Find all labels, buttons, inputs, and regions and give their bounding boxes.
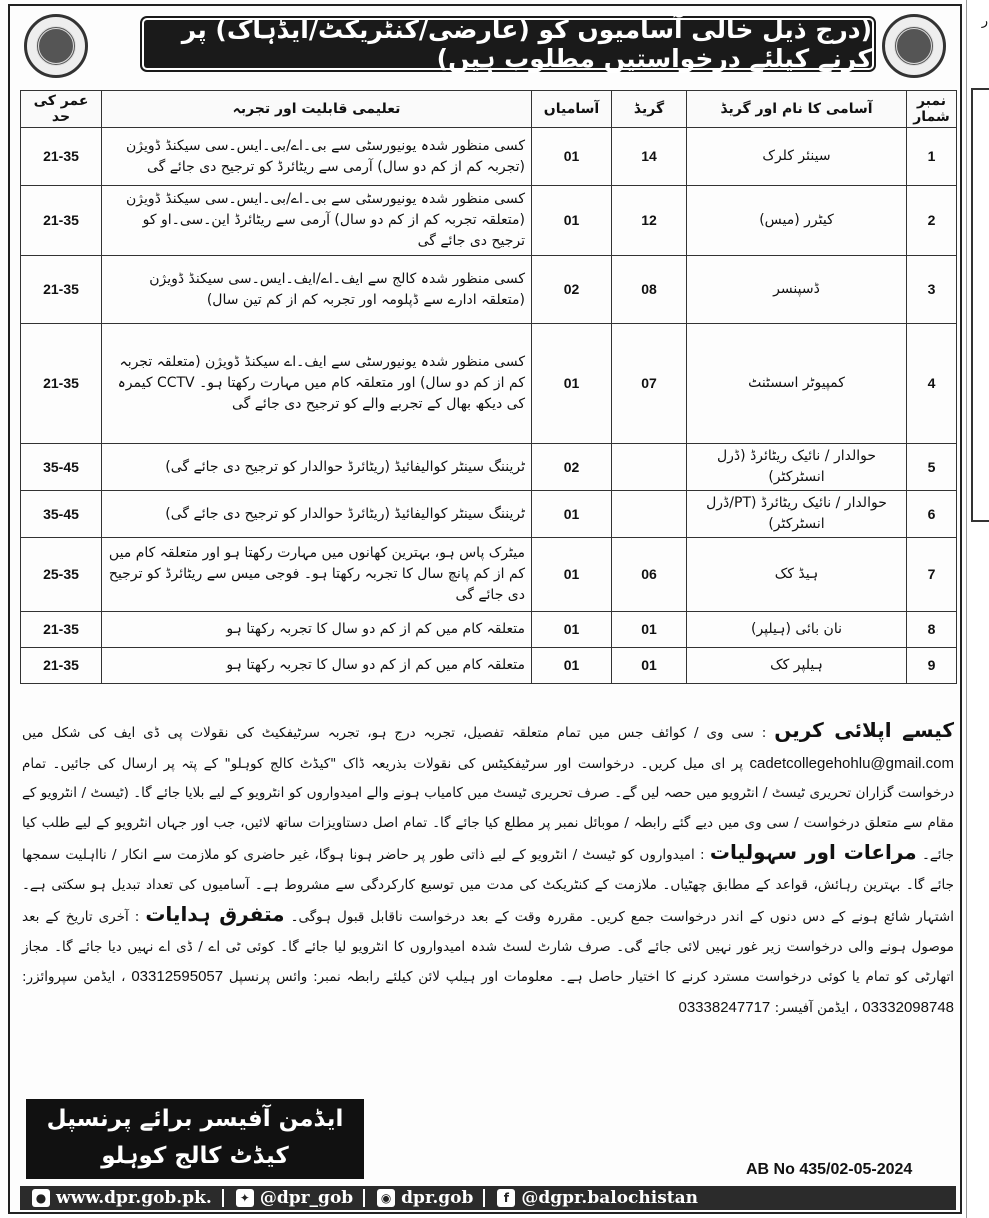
application-email: cadetcollegehohlu@gmail.com [749, 754, 954, 772]
benefits-text: : امیدواروں کو ٹیسٹ / انٹرویو کے لیے ذاتی طور پر حاضر ہونا ہوگا، غیر حاضری کو ملازمت سے انکار / نااہلیت سمجھا جائے گا۔ بہترین رہائش، قواعد کے مطابق چھٹیاں۔ ملازمت کے کنٹریکٹ کی مدت میں توسیع کارکردگی سے مشروط ہے۔ آسامیوں کی تعداد تبدیل ہو سکتی ہے۔ اشتہار شائع ہونے کے دس دنوں کے اندر درخواست جمع کریں۔ مقررہ وقت کے بعد درخواست ناقابل قبول ہوگی۔ [22, 847, 954, 925]
header-qualification: تعلیمی قابلیت اور تجربہ [102, 91, 532, 128]
cell-serial: 2 [907, 186, 957, 256]
advertisement [8, 4, 962, 1214]
misc-instructions-text: : آخری تاریخ کے بعد موصول ہونے والی درخواست زیر غور نہیں لائی جائے گی۔ صرف شارٹ لسٹ شدہ امیدواروں کا انٹرویو لیا جائے گا۔ کوئی ٹی اے / ڈی اے نہیں دیا جائے گا۔ مجاز اتھارٹی کو تمام یا کوئی درخواست مسترد کرنے کا اختیار حاصل ہے۔ معلومات اور ہیلپ لائن کیلئے رابطہ نمبر: وائس پرنسپل [22, 909, 954, 985]
cell-serial: 9 [907, 648, 957, 684]
cell-post-name: ڈسپنسر [687, 256, 907, 324]
twitter-link[interactable] [236, 1188, 353, 1208]
cell-post-name: نان بائی (ہیلپر) [687, 612, 907, 648]
facebook-text: @dgpr.balochistan [521, 1188, 699, 1208]
how-to-apply-text-2: پر ای میل کریں۔ درخواست اور سرٹیفکیٹس کی نقولات بذریعہ ڈاک "کیڈٹ کالج کوہلو" کے پتہ پر ارسال کی جائیں۔ تمام درخواست گزاران تحریری ٹیسٹ / انٹرویو میں حصہ لیں گے۔ صرف تحریری ٹیسٹ میں کامیاب ہونے والے امیدواروں کو انٹرویو کے لیے بلایا جائے گا۔ (ٹیسٹ / انٹرویو کے مقام سے متعلق درخواست / سی وی میں دیے گئے رابطہ / موبائل نمبر پر مطلع کیا جائے گا۔ تمام اصل دستاویزات ساتھ لائیں، جب اور جہاں انٹرویو کے لیے طلب کیا جائے۔ [22, 755, 954, 863]
cell-grade [612, 444, 687, 491]
benefits-heading: مراعات اور سہولیات [709, 840, 917, 864]
how-to-apply-text-1: : سی وی / کوائف جس میں تمام متعلقہ تفصیل، تجربہ درج ہو، تجربہ سرٹیفکیٹ کی نقولات پی ڈی ایف کی شکل میں [22, 725, 767, 741]
table-row [21, 612, 957, 648]
government-emblem-icon [882, 14, 946, 78]
cell-posts: 02 [532, 256, 612, 324]
admin-supervisor-label: ، ایڈمن سپروائزر: [22, 969, 126, 985]
cell-grade: 08 [612, 256, 687, 324]
cell-age-limit: 21-35 [21, 186, 102, 256]
cell-age-limit: 35-45 [21, 491, 102, 538]
twitter-text: @dpr_gob [259, 1188, 354, 1208]
instagram-text: dpr.gob [401, 1188, 474, 1208]
table-row [21, 538, 957, 612]
header-grade: گریڈ [612, 91, 687, 128]
cell-serial: 1 [907, 128, 957, 186]
cell-posts: 02 [532, 444, 612, 491]
cell-grade: 14 [612, 128, 687, 186]
divider [222, 1189, 224, 1207]
cell-posts: 01 [532, 648, 612, 684]
table-header-row [21, 91, 957, 128]
cell-serial: 7 [907, 538, 957, 612]
officer-signature-block [26, 1099, 364, 1179]
cell-grade: 01 [612, 648, 687, 684]
twitter-icon: ✦ [236, 1189, 254, 1207]
cell-age-limit: 21-35 [21, 324, 102, 444]
cell-post-name: سینئر کلرک [687, 128, 907, 186]
cell-post-name: حوالدار / نائیک ریٹائرڈ (ڈرل انسٹرکٹر) [687, 444, 907, 491]
facebook-link[interactable] [497, 1188, 698, 1208]
header-posts: آسامیاں [532, 91, 612, 128]
cell-age-limit: 21-35 [21, 612, 102, 648]
admin-officer-phone: 03338247717 [678, 998, 771, 1016]
vacancies-table [20, 90, 957, 684]
cell-post-name: ہیلپر کک [687, 648, 907, 684]
instructions-text [22, 716, 954, 1023]
cell-serial: 6 [907, 491, 957, 538]
social-footer [20, 1186, 956, 1210]
instagram-icon: ◉ [377, 1189, 395, 1207]
adjacent-page-edge [966, 0, 989, 1218]
table-row [21, 186, 957, 256]
cell-posts: 01 [532, 128, 612, 186]
cell-qualification: میٹرک پاس ہو، بہترین کھانوں میں مہارت رکھتا ہو اور متعلقہ کام میں کم از کم پانچ سال کا تجربہ رکھتا ہو۔ فوجی میس سے ریٹائرڈ کو ترجیح دی جائے گی [102, 538, 532, 612]
cell-post-name: ہیڈ کک [687, 538, 907, 612]
vice-principal-phone: 03312595057 [131, 968, 224, 985]
how-to-apply-heading: کیسے اپلائی کریں [774, 718, 954, 742]
cell-serial: 3 [907, 256, 957, 324]
table-row [21, 128, 957, 186]
misc-instructions-heading: متفرق ہدایات [145, 902, 285, 926]
college-name: کیڈٹ کالج کوہلو [101, 1143, 289, 1169]
globe-icon: ● [32, 1189, 50, 1207]
table-row [21, 444, 957, 491]
divider [363, 1189, 365, 1207]
cell-qualification: کسی منظور شدہ یونیورسٹی سے بی۔اے/بی۔ایس۔سی سیکنڈ ڈویژن (متعلقہ تجربہ کم از کم دو سال) آرمی سے ریٹائرڈ این۔سی۔او کو ترجیح دی جائے گی [102, 186, 532, 256]
table-row [21, 256, 957, 324]
cell-grade: 01 [612, 612, 687, 648]
instagram-link[interactable] [377, 1188, 473, 1208]
cell-qualification: ٹریننگ سینٹر کوالیفائیڈ (ریٹائرڈ حوالدار کو ترجیح دی جائے گی) [102, 491, 532, 538]
cell-qualification: کسی منظور شدہ یونیورسٹی سے بی۔اے/بی۔ایس۔سی سیکنڈ ڈویژن (تجربہ کم از کم دو سال) آرمی سے ریٹائرڈ کو ترجیح دی جائے گی [102, 128, 532, 186]
banner-title: (درج ذیل خالی آسامیوں کو (عارضی/کنٹریکٹ/ایڈہاک) پر کرنے کیلئے درخواستیں مطلوب ہیں) [144, 20, 872, 68]
cell-qualification: کسی منظور شدہ کالج سے ایف۔اے/ایف۔ایس۔سی سیکنڈ ڈویژن (متعلقہ ادارے سے ڈپلومہ اور تجربہ کم از کم تین سال) [102, 256, 532, 324]
header-serial: نمبر شمار [907, 91, 957, 128]
cell-age-limit: 35-45 [21, 444, 102, 491]
cell-posts: 01 [532, 324, 612, 444]
cell-posts: 01 [532, 491, 612, 538]
cell-posts: 01 [532, 186, 612, 256]
college-emblem-icon [24, 14, 88, 78]
table-row [21, 324, 957, 444]
header-age-limit: عمر کی حد [21, 91, 102, 128]
cell-post-name: حوالدار / نائیک ریٹائرڈ (PT/ڈرل انسٹرکٹر) [687, 491, 907, 538]
ad-header [16, 10, 956, 90]
admin-supervisor-phone: 03332098748 [862, 998, 954, 1016]
cell-post-name: کمپیوٹر اسسٹنٹ [687, 324, 907, 444]
ab-number: AB No 435/02-05-2024 [746, 1161, 913, 1178]
cell-age-limit: 21-35 [21, 648, 102, 684]
cell-qualification: ٹریننگ سینٹر کوالیفائیڈ (ریٹائرڈ حوالدار کو ترجیح دی جائے گی) [102, 444, 532, 491]
facebook-icon: f [497, 1189, 515, 1207]
cell-posts: 01 [532, 538, 612, 612]
cell-grade [612, 491, 687, 538]
cell-grade: 06 [612, 538, 687, 612]
table-row [21, 491, 957, 538]
cell-serial: 5 [907, 444, 957, 491]
cell-qualification: متعلقہ کام میں کم از کم دو سال کا تجربہ رکھتا ہو [102, 612, 532, 648]
cell-age-limit: 21-35 [21, 128, 102, 186]
cell-grade: 07 [612, 324, 687, 444]
officer-title: ایڈمن آفیسر برائے پرنسپل [46, 1106, 344, 1132]
website-text: www.dpr.gob.pk. [56, 1188, 212, 1208]
divider [483, 1189, 485, 1207]
header-post-name: آسامی کا نام اور گریڈ [687, 91, 907, 128]
adjacent-page-box [971, 88, 989, 522]
cell-age-limit: 25-35 [21, 538, 102, 612]
table-row [21, 648, 957, 684]
cell-qualification: کسی منظور شدہ یونیورسٹی سے ایف۔اے سیکنڈ ڈویژن (متعلقہ تجربہ کم از کم دو سال) اور متعلقہ کام میں مہارت رکھتا ہو۔ CCTV کیمرہ کی دیکھ بھال کے تجربے والے کو ترجیح دی جائے گی [102, 324, 532, 444]
cell-serial: 4 [907, 324, 957, 444]
cell-serial: 8 [907, 612, 957, 648]
cell-age-limit: 21-35 [21, 256, 102, 324]
cell-grade: 12 [612, 186, 687, 256]
adjacent-page-text: ر [981, 14, 988, 29]
cell-posts: 01 [532, 612, 612, 648]
website-link[interactable] [32, 1188, 212, 1208]
cell-post-name: کیٹرر (میس) [687, 186, 907, 256]
cell-qualification: متعلقہ کام میں کم از کم دو سال کا تجربہ رکھتا ہو [102, 648, 532, 684]
admin-officer-label: ، ایڈمن آفیسر: [774, 999, 858, 1016]
